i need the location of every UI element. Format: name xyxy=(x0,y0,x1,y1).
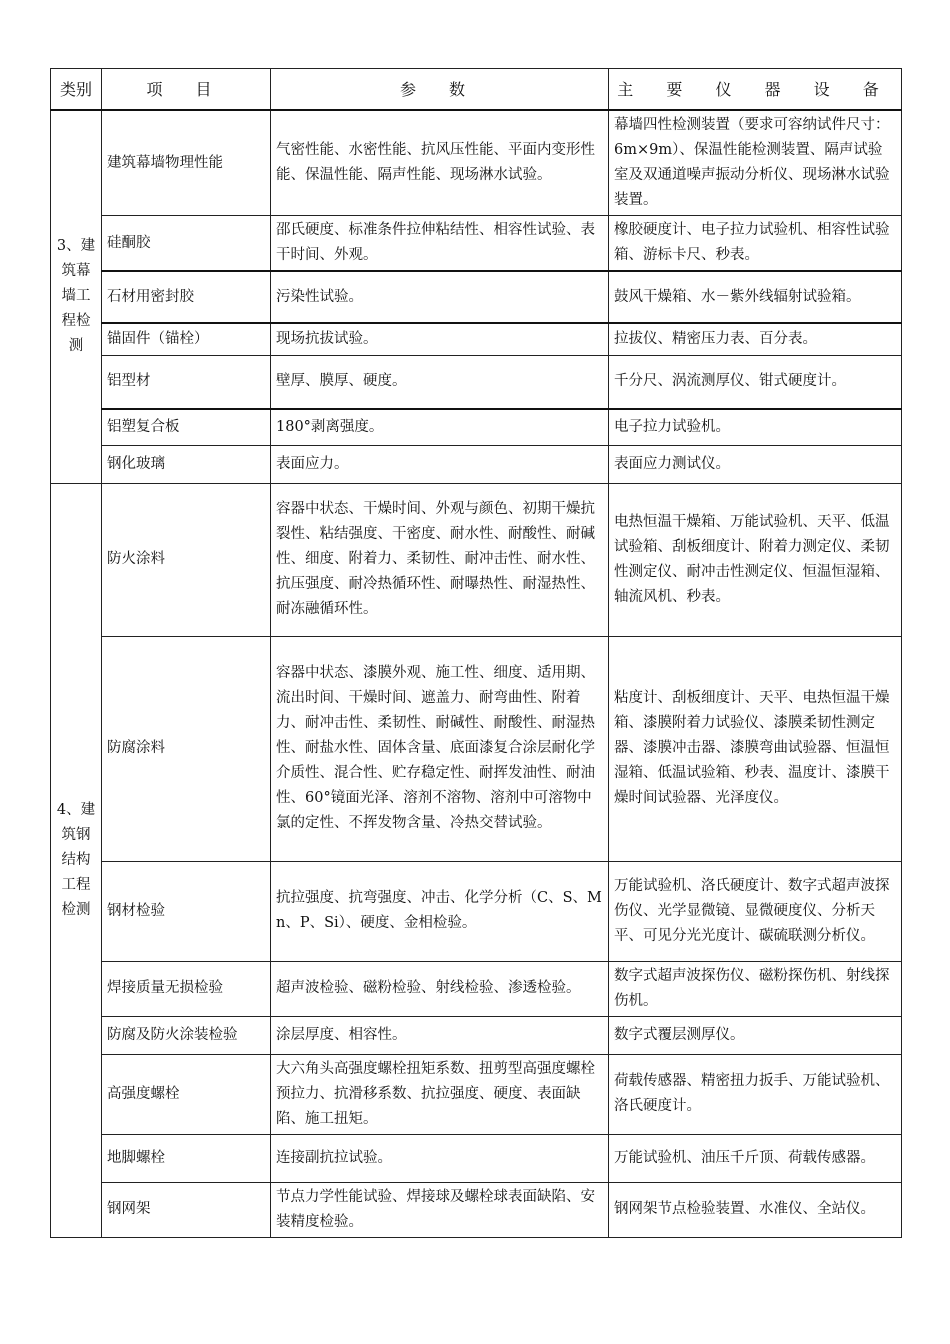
params-cell: 涂层厚度、相容性。 xyxy=(271,1016,609,1054)
item-cell: 铝型材 xyxy=(102,355,271,409)
table-header-row xyxy=(51,69,902,111)
header-params: 参 数 xyxy=(271,69,609,111)
params-cell: 表面应力。 xyxy=(271,445,609,483)
category-cell: 4、建筑钢结构工程检测 xyxy=(51,483,102,1237)
params-cell: 容器中状态、干燥时间、外观与颜色、初期干燥抗裂性、粘结强度、干密度、耐水性、耐酸性、耐碱性、细度、附着力、柔韧性、耐冲击性、耐水性、抗压强度、耐冷热循环性、耐曝热性、耐湿热性、耐冻融循环性。 xyxy=(271,483,609,636)
item-cell: 地脚螺栓 xyxy=(102,1134,271,1182)
params-cell: 邵氏硬度、标准条件拉伸粘结性、相容性试验、表干时间、外观。 xyxy=(271,216,609,272)
item-cell: 建筑幕墙物理性能 xyxy=(102,110,271,216)
table-row xyxy=(51,1054,902,1134)
equipment-cell: 数字式覆层测厚仪。 xyxy=(609,1016,902,1054)
params-cell: 壁厚、膜厚、硬度。 xyxy=(271,355,609,409)
item-cell: 石材用密封胶 xyxy=(102,271,271,323)
equipment-cell: 电热恒温干燥箱、万能试验机、天平、低温试验箱、刮板细度计、附着力测定仪、柔韧性测定仪、耐冲击性测定仪、恒温恒湿箱、轴流风机、秒表。 xyxy=(609,483,902,636)
params-cell: 大六角头高强度螺栓扭矩系数、扭剪型高强度螺栓预拉力、抗滑移系数、抗拉强度、硬度、表面缺陷、施工扭矩。 xyxy=(271,1054,609,1134)
table-row xyxy=(51,1016,902,1054)
equipment-cell: 钢网架节点检验装置、水准仪、全站仪。 xyxy=(609,1182,902,1237)
item-cell: 钢化玻璃 xyxy=(102,445,271,483)
item-cell: 防火涂料 xyxy=(102,483,271,636)
params-cell: 超声波检验、磁粉检验、射线检验、渗透检验。 xyxy=(271,961,609,1016)
equipment-cell: 橡胶硬度计、电子拉力试验机、相容性试验箱、游标卡尺、秒表。 xyxy=(609,216,902,272)
table-row xyxy=(51,271,902,323)
equipment-cell: 粘度计、刮板细度计、天平、电热恒温干燥箱、漆膜附着力试验仪、漆膜柔韧性测定器、漆膜冲击器、漆膜弯曲试验器、恒温恒湿箱、低温试验箱、秒表、温度计、漆膜干燥时间试验器、光泽度仪。 xyxy=(609,636,902,861)
table-row xyxy=(51,861,902,961)
params-cell: 节点力学性能试验、焊接球及螺栓球表面缺陷、安装精度检验。 xyxy=(271,1182,609,1237)
table-row xyxy=(51,216,902,272)
params-cell: 连接副抗拉试验。 xyxy=(271,1134,609,1182)
item-cell: 铝塑复合板 xyxy=(102,409,271,445)
params-cell: 容器中状态、漆膜外观、施工性、细度、适用期、流出时间、干燥时间、遮盖力、耐弯曲性、附着力、耐冲击性、柔韧性、耐碱性、耐酸性、耐湿热性、耐盐水性、固体含量、底面漆复合涂层耐化学介质性、混合性、贮存稳定性、耐挥发油性、耐油性、60°镜面光泽、溶剂不溶物、溶剂中可溶物中氯的定性、不挥发物含量、冷热交替试验。 xyxy=(271,636,609,861)
equipment-cell: 幕墙四性检测装置（要求可容纳试件尺寸：6m×9m）、保温性能检测装置、隔声试验室及双通道噪声振动分析仪、现场淋水试验装置。 xyxy=(609,110,902,216)
item-cell: 锚固件（锚栓） xyxy=(102,323,271,355)
item-cell: 焊接质量无损检验 xyxy=(102,961,271,1016)
table-row xyxy=(51,110,902,216)
table-row xyxy=(51,483,902,636)
equipment-cell: 万能试验机、油压千斤顶、荷载传感器。 xyxy=(609,1134,902,1182)
params-cell: 污染性试验。 xyxy=(271,271,609,323)
table-row xyxy=(51,323,902,355)
item-cell: 钢材检验 xyxy=(102,861,271,961)
table-row xyxy=(51,1134,902,1182)
header-equipment: 主 要 仪 器 设 备 xyxy=(609,69,902,111)
header-item: 项 目 xyxy=(102,69,271,111)
table-row xyxy=(51,636,902,861)
header-category: 类别 xyxy=(51,69,102,111)
item-cell: 钢网架 xyxy=(102,1182,271,1237)
equipment-cell: 万能试验机、洛氏硬度计、数字式超声波探伤仪、光学显微镜、显微硬度仪、分析天平、可见分光光度计、碳硫联测分析仪。 xyxy=(609,861,902,961)
item-cell: 硅酮胶 xyxy=(102,216,271,272)
table-row xyxy=(51,1182,902,1237)
item-cell: 防腐涂料 xyxy=(102,636,271,861)
equipment-cell: 表面应力测试仪。 xyxy=(609,445,902,483)
params-cell: 抗拉强度、抗弯强度、冲击、化学分析（C、S、Mn、P、Si）、硬度、金相检验。 xyxy=(271,861,609,961)
params-cell: 180°剥离强度。 xyxy=(271,409,609,445)
equipment-cell: 数字式超声波探伤仪、磁粉探伤机、射线探伤机。 xyxy=(609,961,902,1016)
params-cell: 气密性能、水密性能、抗风压性能、平面内变形性能、保温性能、隔声性能、现场淋水试验。 xyxy=(271,110,609,216)
params-cell: 现场抗拔试验。 xyxy=(271,323,609,355)
category-cell: 3、建筑幕墙工程检测 xyxy=(51,110,102,483)
equipment-cell: 荷载传感器、精密扭力扳手、万能试验机、洛氏硬度计。 xyxy=(609,1054,902,1134)
equipment-cell: 鼓风干燥箱、水－紫外线辐射试验箱。 xyxy=(609,271,902,323)
equipment-cell: 电子拉力试验机。 xyxy=(609,409,902,445)
table-row xyxy=(51,961,902,1016)
item-cell: 高强度螺栓 xyxy=(102,1054,271,1134)
equipment-cell: 千分尺、涡流测厚仪、钳式硬度计。 xyxy=(609,355,902,409)
table-row xyxy=(51,445,902,483)
table-row xyxy=(51,409,902,445)
table-row xyxy=(51,355,902,409)
item-cell: 防腐及防火涂装检验 xyxy=(102,1016,271,1054)
inspection-table xyxy=(50,68,902,1238)
equipment-cell: 拉拔仪、精密压力表、百分表。 xyxy=(609,323,902,355)
